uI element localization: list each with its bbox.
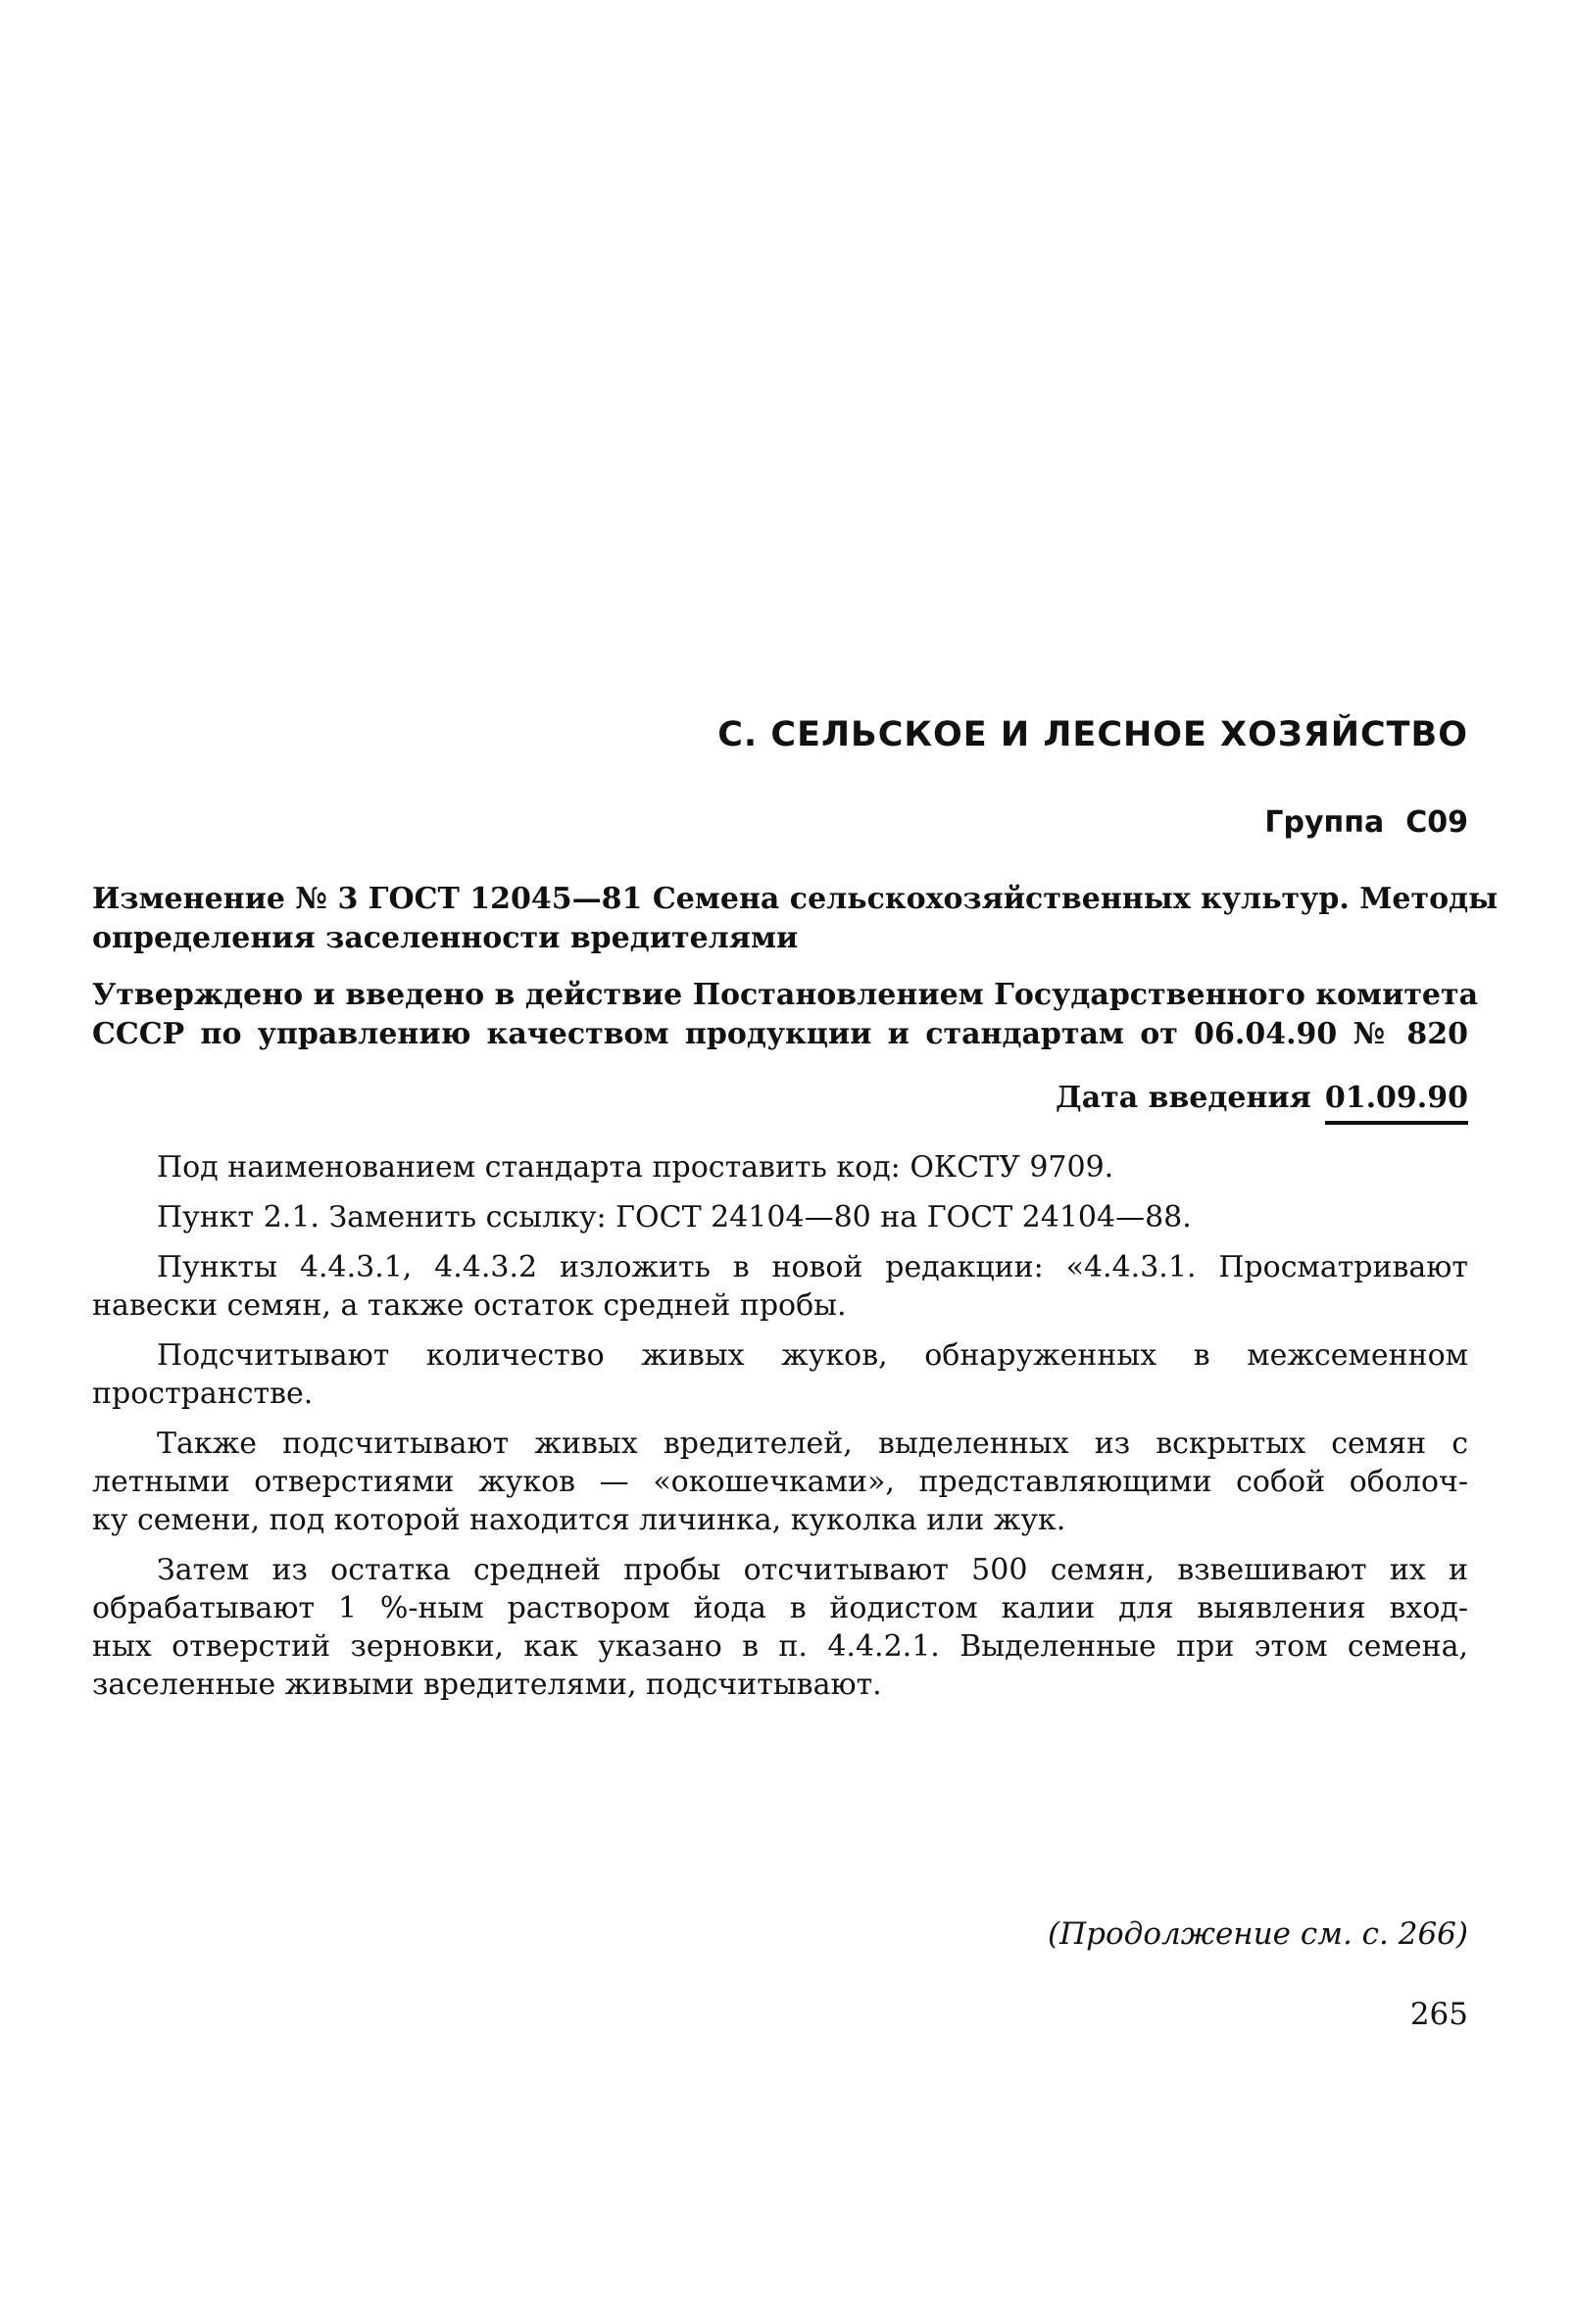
paragraph-line: обрабатывают 1 %-ным раствором йода в йодистом калии для выявления вход- xyxy=(92,1591,1468,1625)
paragraph-line: ных отверстий зерновки, как указано в п. 4.4.2.1. Выделенные при этом семена, xyxy=(92,1629,1468,1664)
paragraph-line: Подсчитывают количество живых жуков, обнаруженных в межсеменном xyxy=(157,1338,1468,1373)
paragraph-line: Пункт 2.1. Заменить ссылку: ГОСТ 24104—80 на ГОСТ 24104—88. xyxy=(157,1200,1192,1235)
paragraph-line: Также подсчитывают живых вредителей, выделенных из вскрытых семян с xyxy=(157,1427,1468,1461)
paragraph-line: ку семени, под которой находится личинка, куколка или жук. xyxy=(92,1503,1066,1537)
body-text xyxy=(92,1148,1468,1716)
paragraph-line: Затем из остатка средней пробы отсчитывают 500 семян, взвешивают их и xyxy=(157,1553,1468,1587)
paragraph xyxy=(92,1336,1468,1413)
paragraph-line: пространстве. xyxy=(92,1377,314,1411)
paragraph-line: Пункты 4.4.3.1, 4.4.3.2 изложить в новой редакции: «4.4.3.1. Просматривают xyxy=(157,1250,1468,1284)
change-title-line: определения заселенности вредителями xyxy=(92,921,799,955)
paragraph-line: летными отверстиями жуков — «окошечками», представляющими собой оболоч- xyxy=(92,1465,1468,1499)
paragraph-line: Под наименованием стандарта проставить код: ОКСТУ 9709. xyxy=(157,1150,1114,1185)
paragraph xyxy=(92,1198,1468,1236)
change-title-line: Изменение № 3 ГОСТ 12045—81 Семена сельскохозяйственных культур. Методы xyxy=(92,882,1499,916)
effective-date xyxy=(1056,1081,1468,1125)
section-title: С. СЕЛЬСКОЕ И ЛЕСНОЕ ХОЗЯЙСТВО xyxy=(717,715,1468,754)
group-code xyxy=(1264,805,1468,840)
approval-line: Утверждено и введено в действие Постановлением Государственного комитета xyxy=(92,978,1479,1012)
effective-date-value: 01.09.90 xyxy=(1325,1081,1468,1125)
group-value: С09 xyxy=(1405,805,1468,840)
group-label: Группа xyxy=(1264,805,1385,840)
approval-statement xyxy=(92,976,1479,1054)
page-number: 265 xyxy=(1409,1997,1468,2032)
effective-date-label: Дата введения xyxy=(1056,1081,1311,1115)
paragraph xyxy=(92,1551,1468,1704)
paragraph-line: заселенные живыми вредителями, подсчитывают. xyxy=(92,1668,882,1702)
approval-line: СССР по управлению качеством продукции и стандартам от 06.04.90 № 820 xyxy=(92,1017,1468,1051)
paragraph xyxy=(92,1425,1468,1539)
paragraph xyxy=(92,1248,1468,1325)
paragraph xyxy=(92,1148,1468,1186)
continuation-note: (Продолжение см. с. 266) xyxy=(1048,1916,1468,1952)
change-title xyxy=(92,880,1499,958)
paragraph-line: навески семян, а также остаток средней пробы. xyxy=(92,1288,847,1323)
